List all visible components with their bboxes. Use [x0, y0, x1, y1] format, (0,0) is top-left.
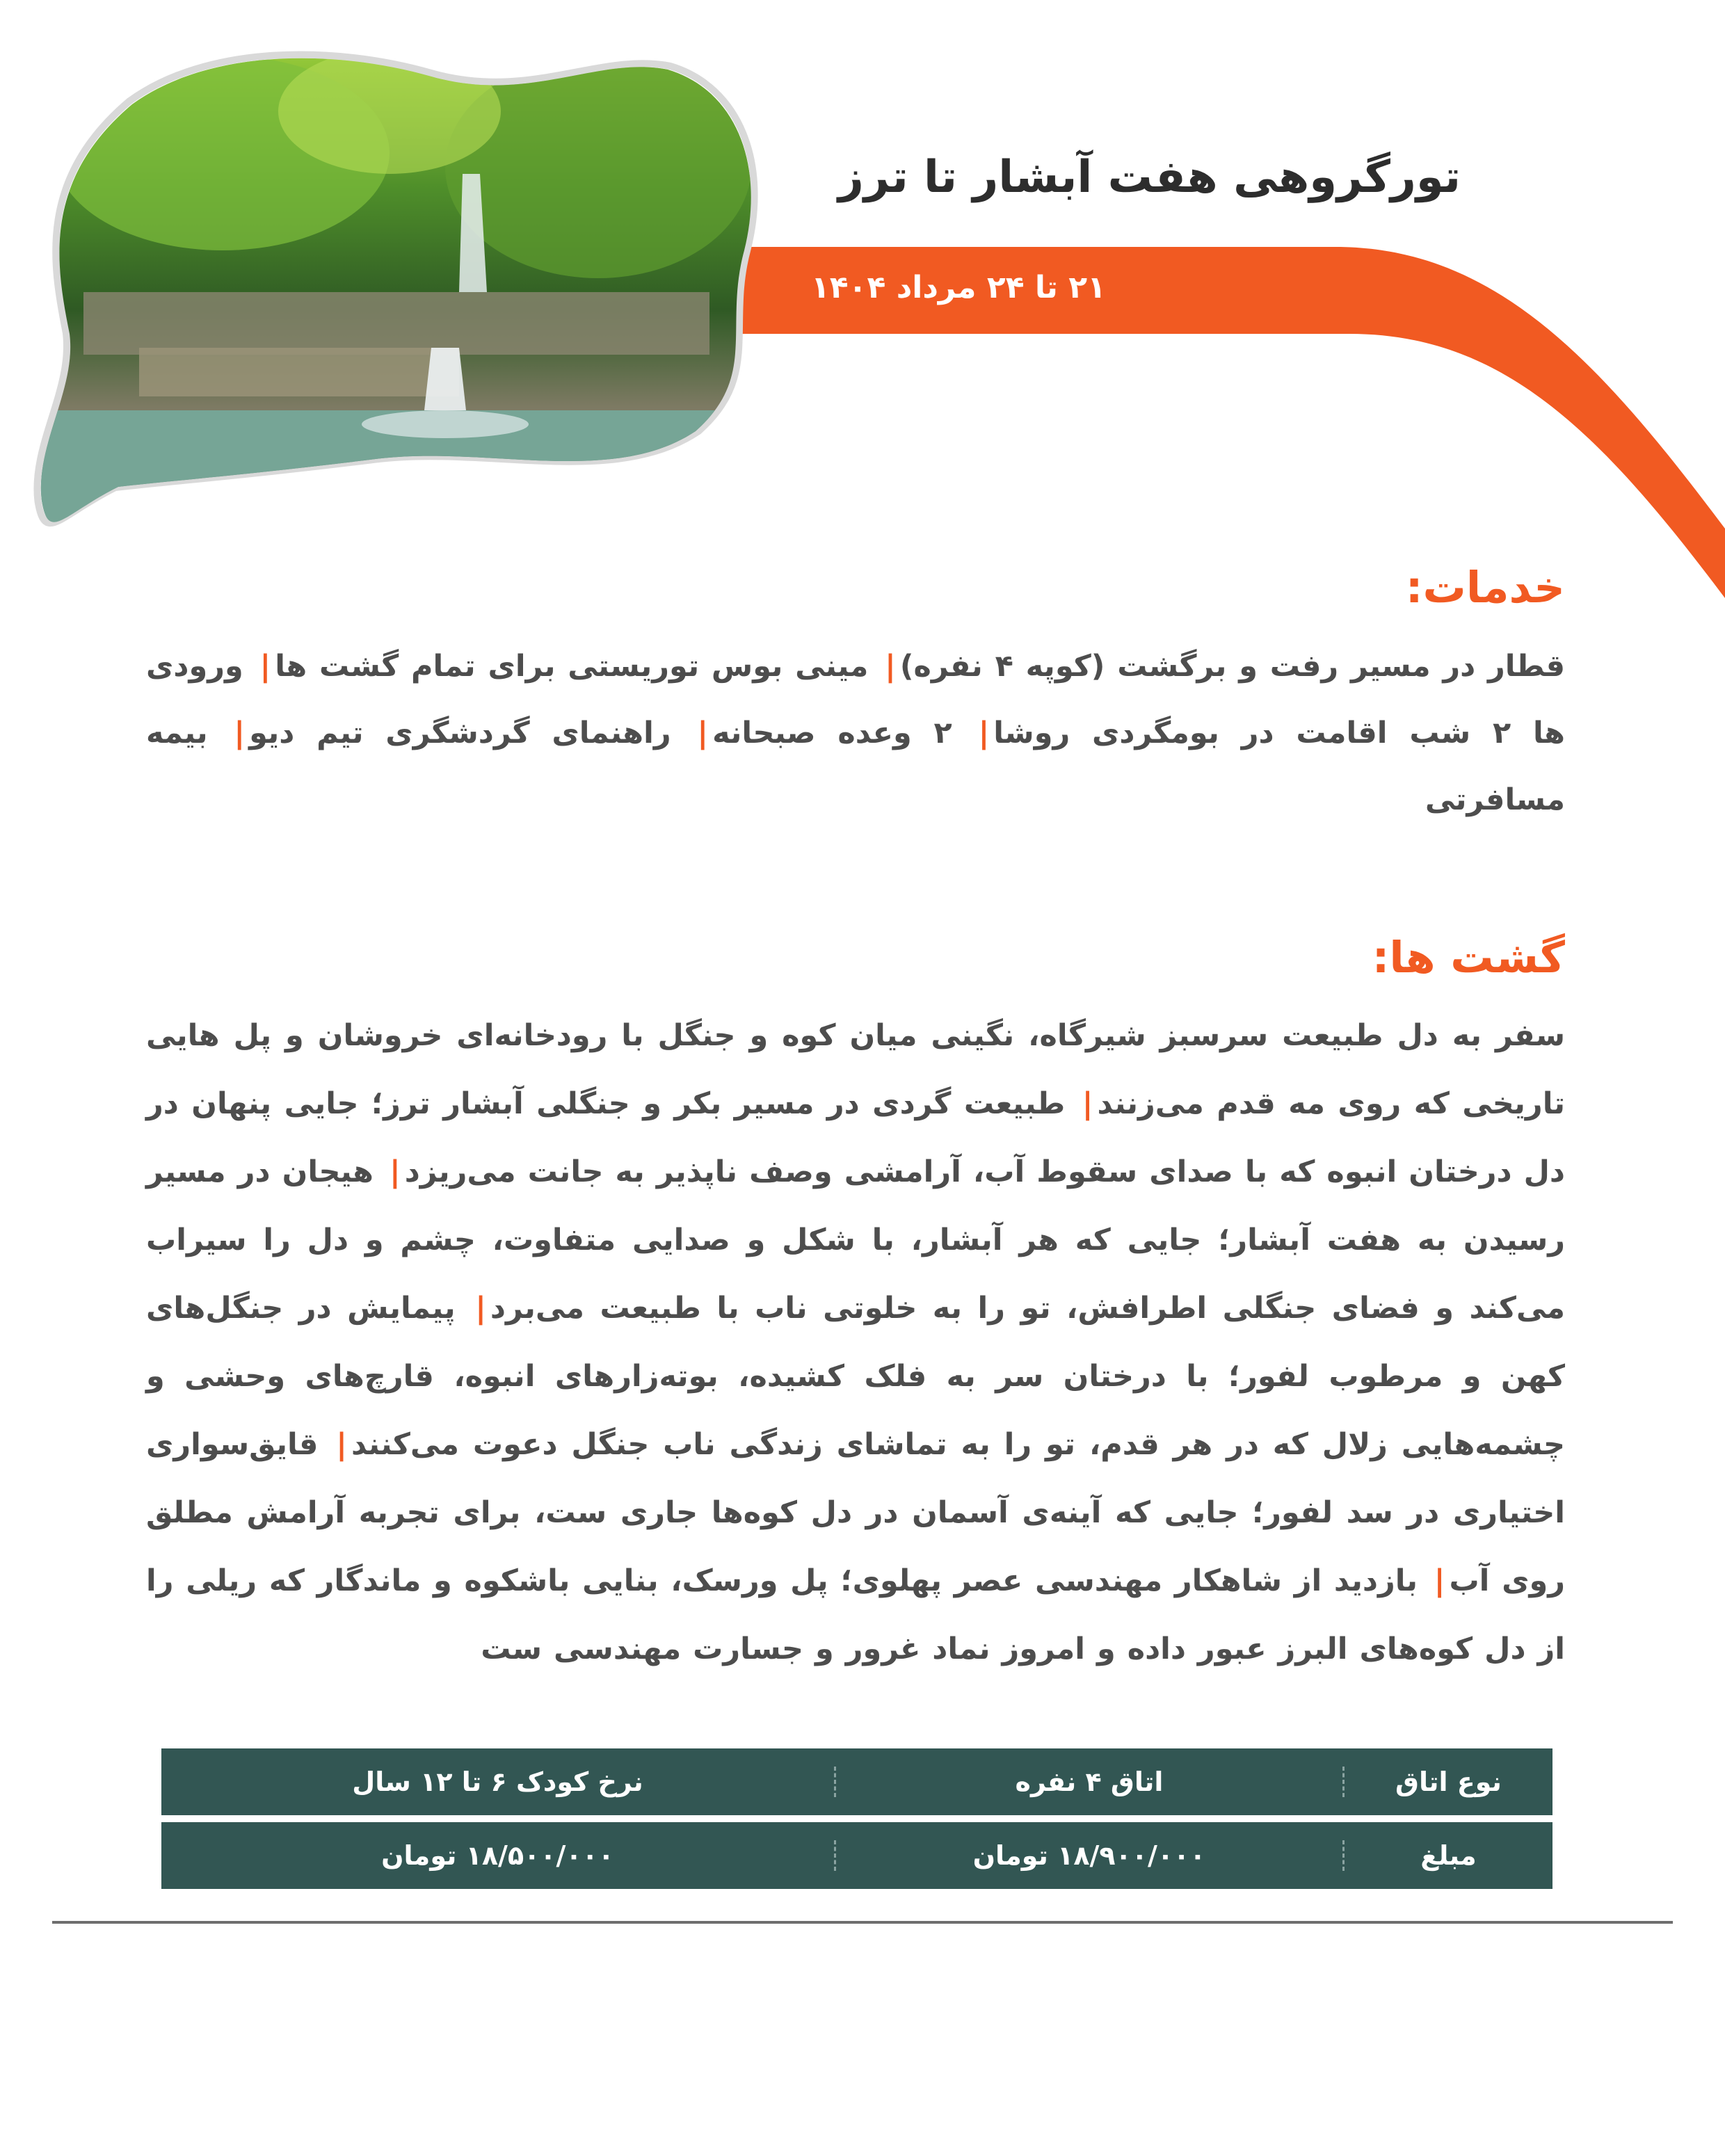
- separator: |: [1434, 1563, 1445, 1598]
- separator: |: [978, 716, 990, 750]
- separator: |: [1082, 1086, 1093, 1121]
- child-price: ۱۸/۵۰۰/۰۰۰ تومان: [161, 1840, 836, 1871]
- table-header-row: [161, 1748, 1552, 1815]
- services-heading: خدمات:: [1405, 562, 1565, 613]
- waterfall-photo: [28, 42, 779, 529]
- room-price: ۱۸/۹۰۰/۰۰۰ تومان: [836, 1840, 1345, 1871]
- tour-item: هیجان در مسیر رسیدن به هفت آبشار؛ جایی که هر آبشار، با شکل و صدایی متفاوت، چشم و دل را سیراب می‌کند و فضای جنگلی اطرافش، تو را به خلوتی ناب با طبیعت می‌برد: [146, 1155, 1565, 1326]
- service-item: بیمه مسافرتی: [146, 716, 1565, 817]
- services-list: [146, 633, 1565, 833]
- separator: |: [390, 1155, 401, 1189]
- service-item: ورودی ها: [146, 649, 1565, 750]
- service-item: ۲ وعده صبحانه: [712, 716, 952, 750]
- tours-list: [146, 1001, 1565, 1683]
- separator: |: [234, 716, 246, 750]
- price-table: [161, 1748, 1552, 1896]
- room-type-label: نوع اتاق: [1395, 1767, 1502, 1797]
- table-row: [161, 1822, 1552, 1889]
- service-item: ۲ شب اقامت در بومگردی روشا: [993, 716, 1511, 750]
- tours-heading: گشت ها:: [1372, 932, 1565, 983]
- footer-divider: [52, 1921, 1673, 1924]
- service-item: راهنمای گردشگری تیم دیو: [249, 716, 671, 750]
- child-column-header: نرخ کودک ۶ تا ۱۲ سال: [161, 1767, 836, 1797]
- separator: |: [336, 1427, 347, 1462]
- price-label: مبلغ: [1420, 1840, 1477, 1871]
- tour-item: سفر به دل طبیعت سرسبز شیرگاه، نگینی میان کوه و جنگل با رودخانه‌ای خروشان و پل هایی تاریخی که روی مه قدم می‌زنند: [146, 1018, 1565, 1121]
- tour-date: ۲۱ تا ۲۴ مرداد ۱۴۰۴: [810, 270, 1106, 305]
- service-item: مینی بوس توریستی برای تمام گشت ها: [275, 649, 869, 684]
- separator: |: [885, 649, 896, 684]
- tour-item: پیمایش در جنگل‌های کهن و مرطوب لفور؛ با درختان سر به فلک کشیده، بوته‌زارهای انبوه، قارچ‌های وحشی و چشمه‌هایی زلال که در هر قدم، تو را به تماشای زندگی ناب جنگل دعوت می‌کنند: [146, 1291, 1565, 1462]
- separator: |: [259, 649, 271, 684]
- tour-title: تورگروهی هفت آبشار تا ترز: [838, 152, 1461, 203]
- tour-item: قایق‌سواری اختیاری در سد لفور؛ جایی که آینه‌ی آسمان در دل کوه‌ها جاری ست، برای تجربه آرامش مطلق روی آب: [146, 1427, 1566, 1598]
- separator: |: [475, 1291, 486, 1326]
- service-item: قطار در مسیر رفت و برگشت (کوپه ۴ نفره): [899, 649, 1565, 684]
- tour-item: بازدید از شاهکار مهندسی عصر پهلوی؛ پل ورسک، بنایی باشکوه و ماندگار که ریلی را از دل کوه‌های البرز عبور داده و امروز نماد غرور و جسارت مهندسی ست: [146, 1563, 1565, 1666]
- separator: |: [697, 716, 709, 750]
- tour-item: طبیعت گردی در مسیر بکر و جنگلی آبشار ترز؛ جایی پنهان در دل درختان انبوه که با صدای سقوط آب، آرامشی وصف ناپذیر به جانت می‌ریزد: [146, 1086, 1565, 1189]
- room-column-header: اتاق ۴ نفره: [836, 1767, 1345, 1797]
